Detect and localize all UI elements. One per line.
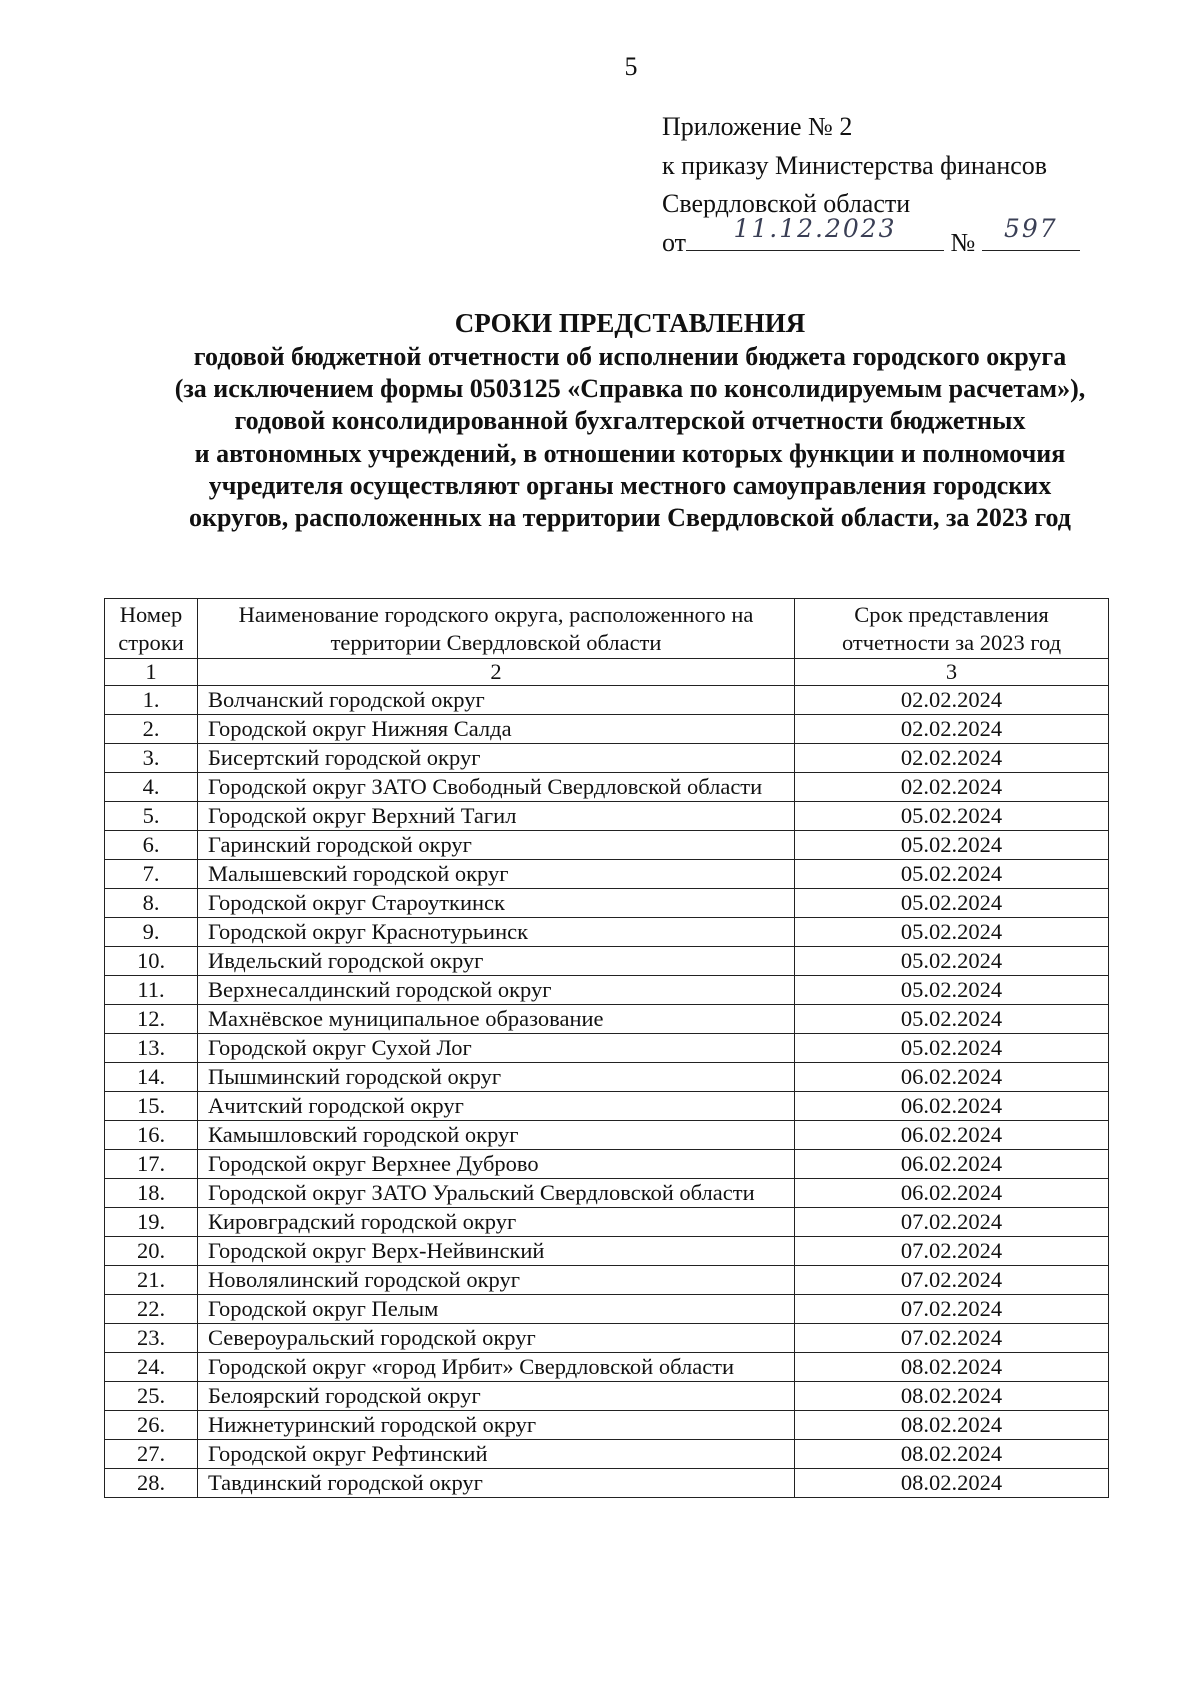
deadline-date: 06.02.2024 (795, 1092, 1109, 1121)
order-date-number-line (662, 214, 1080, 263)
district-name: Городской округ «город Ирбит» Свердловской области (198, 1353, 795, 1382)
row-number: 26. (105, 1411, 198, 1440)
title-heading: СРОКИ ПРЕДСТАВЛЕНИЯ (454, 308, 806, 338)
table-row (105, 1063, 1109, 1092)
deadline-date: 07.02.2024 (795, 1266, 1109, 1295)
row-number: 18. (105, 1179, 198, 1208)
row-number: 20. (105, 1237, 198, 1266)
deadline-date: 07.02.2024 (795, 1324, 1109, 1353)
deadline-date: 08.02.2024 (795, 1353, 1109, 1382)
handwritten-date: 11.12.2023 (733, 214, 897, 243)
district-name: Пышминский городской округ (198, 1063, 795, 1092)
table-row (105, 1121, 1109, 1150)
district-name: Североуральский городской округ (198, 1324, 795, 1353)
deadline-date: 05.02.2024 (795, 976, 1109, 1005)
deadline-date: 07.02.2024 (795, 1237, 1109, 1266)
deadline-date: 08.02.2024 (795, 1469, 1109, 1498)
title-line: и автономных учреждений, в отношении которых функции и полномочия (194, 438, 1066, 468)
column-number: 1 (105, 659, 198, 686)
table-row (105, 1208, 1109, 1237)
deadline-date: 08.02.2024 (795, 1411, 1109, 1440)
district-name: Кировградский городской округ (198, 1208, 795, 1237)
district-name: Городской округ Верхний Тагил (198, 802, 795, 831)
row-number: 27. (105, 1440, 198, 1469)
district-name: Городской округ ЗАТО Уральский Свердловской области (198, 1179, 795, 1208)
page-number: 5 (624, 52, 638, 81)
header-row-number: Номер строки (105, 599, 198, 659)
district-name: Городской округ Пелым (198, 1295, 795, 1324)
appendix-line: Приложение № 2 (662, 112, 853, 141)
title-line: учредителя осуществляют органы местного самоуправления городских (208, 470, 1052, 500)
deadline-date: 07.02.2024 (795, 1208, 1109, 1237)
deadline-date: 05.02.2024 (795, 889, 1109, 918)
table-row (105, 860, 1109, 889)
table-row (105, 918, 1109, 947)
handwritten-number: 597 (1003, 214, 1058, 243)
district-name: Городской округ Верх-Нейвинский (198, 1237, 795, 1266)
table-row (105, 947, 1109, 976)
deadline-date: 02.02.2024 (795, 715, 1109, 744)
deadline-date: 07.02.2024 (795, 1295, 1109, 1324)
deadline-date: 05.02.2024 (795, 860, 1109, 889)
district-name: Бисертский городской округ (198, 744, 795, 773)
row-number: 4. (105, 773, 198, 802)
district-name: Новолялинский городской округ (198, 1266, 795, 1295)
row-number: 6. (105, 831, 198, 860)
row-number: 9. (105, 918, 198, 947)
district-name: Малышевский городской округ (198, 860, 795, 889)
row-number: 21. (105, 1266, 198, 1295)
district-name: Городской округ Верхнее Дуброво (198, 1150, 795, 1179)
table-row (105, 1092, 1109, 1121)
deadline-date: 02.02.2024 (795, 744, 1109, 773)
table-row (105, 1382, 1109, 1411)
deadline-date: 06.02.2024 (795, 1121, 1109, 1150)
district-name: Верхнесалдинский городской округ (198, 976, 795, 1005)
table-row (105, 1179, 1109, 1208)
deadline-date: 08.02.2024 (795, 1440, 1109, 1469)
table-row (105, 889, 1109, 918)
table-row (105, 1440, 1109, 1469)
table-row (105, 976, 1109, 1005)
header-district-name: Наименование городского округа, расположенного на территории Свердловской области (198, 599, 795, 659)
row-number: 23. (105, 1324, 198, 1353)
title-line: округов, расположенных на территории Свердловской области, за 2023 год (189, 503, 1071, 533)
table-row (105, 1411, 1109, 1440)
row-number: 24. (105, 1353, 198, 1382)
district-name: Городской округ Староуткинск (198, 889, 795, 918)
row-number: 22. (105, 1295, 198, 1324)
row-number: 7. (105, 860, 198, 889)
deadline-date: 05.02.2024 (795, 1005, 1109, 1034)
document-title (60, 305, 1200, 534)
row-number: 15. (105, 1092, 198, 1121)
region-line: Свердловской области (662, 189, 911, 218)
district-name: Городской округ ЗАТО Свободный Свердловской области (198, 773, 795, 802)
table-row (105, 1150, 1109, 1179)
district-name: Гаринский городской округ (198, 831, 795, 860)
deadline-date: 06.02.2024 (795, 1179, 1109, 1208)
column-number-row (105, 659, 1109, 686)
district-name: Городской округ Рефтинский (198, 1440, 795, 1469)
district-name: Нижнетуринский городской округ (198, 1411, 795, 1440)
title-line: годовой консолидированной бухгалтерской отчетности бюджетных (234, 406, 1026, 436)
table-row (105, 1237, 1109, 1266)
deadline-date: 05.02.2024 (795, 1034, 1109, 1063)
deadline-date: 05.02.2024 (795, 947, 1109, 976)
district-name: Волчанский городской округ (198, 686, 795, 715)
deadline-date: 06.02.2024 (795, 1063, 1109, 1092)
row-number: 16. (105, 1121, 198, 1150)
table-row (105, 1005, 1109, 1034)
row-number: 8. (105, 889, 198, 918)
date-prefix: от (662, 227, 687, 257)
deadline-date: 02.02.2024 (795, 773, 1109, 802)
title-line: годовой бюджетной отчетности об исполнении бюджета городского округа (193, 342, 1067, 371)
row-number: 11. (105, 976, 198, 1005)
table-row (105, 1324, 1109, 1353)
table-row (105, 1353, 1109, 1382)
number-blank (982, 214, 1080, 251)
district-name: Ивдельский городской округ (198, 947, 795, 976)
row-number: 5. (105, 802, 198, 831)
table-row (105, 744, 1109, 773)
row-number: 2. (105, 715, 198, 744)
table-row (105, 831, 1109, 860)
column-number: 2 (198, 659, 795, 686)
deadline-date: 06.02.2024 (795, 1150, 1109, 1179)
appendix-block (662, 108, 1080, 262)
table-row (105, 1295, 1109, 1324)
order-reference-line: к приказу Министерства финансов (662, 150, 1048, 180)
deadlines-table (104, 598, 1109, 1498)
row-number: 19. (105, 1208, 198, 1237)
header-deadline: Срок представления отчетности за 2023 год (795, 599, 1109, 659)
table-row (105, 802, 1109, 831)
row-number: 14. (105, 1063, 198, 1092)
row-number: 25. (105, 1382, 198, 1411)
district-name: Городской округ Сухой Лог (198, 1034, 795, 1063)
deadline-date: 08.02.2024 (795, 1382, 1109, 1411)
table-row (105, 715, 1109, 744)
deadline-date: 05.02.2024 (795, 918, 1109, 947)
deadline-date: 05.02.2024 (795, 831, 1109, 860)
row-number: 12. (105, 1005, 198, 1034)
table-row (105, 686, 1109, 715)
column-number: 3 (795, 659, 1109, 686)
row-number: 28. (105, 1469, 198, 1498)
row-number: 13. (105, 1034, 198, 1063)
district-name: Махнёвское муниципальное образование (198, 1005, 795, 1034)
table-row (105, 1469, 1109, 1498)
table-row (105, 773, 1109, 802)
title-line: (за исключением формы 0503125 «Справка по консолидируемым расчетам»), (174, 374, 1086, 404)
row-number: 17. (105, 1150, 198, 1179)
row-number: 1. (105, 686, 198, 715)
table-row (105, 1266, 1109, 1295)
district-name: Тавдинский городской округ (198, 1469, 795, 1498)
district-name: Белоярский городской округ (198, 1382, 795, 1411)
table-header-row (105, 599, 1109, 659)
row-number: 10. (105, 947, 198, 976)
district-name: Городской округ Нижняя Салда (198, 715, 795, 744)
deadline-date: 05.02.2024 (795, 802, 1109, 831)
number-label: № (950, 227, 976, 257)
table-row (105, 1034, 1109, 1063)
district-name: Ачитский городской округ (198, 1092, 795, 1121)
row-number: 3. (105, 744, 198, 773)
deadline-date: 02.02.2024 (795, 686, 1109, 715)
date-blank (686, 214, 944, 251)
district-name: Камышловский городской округ (198, 1121, 795, 1150)
district-name: Городской округ Краснотурьинск (198, 918, 795, 947)
